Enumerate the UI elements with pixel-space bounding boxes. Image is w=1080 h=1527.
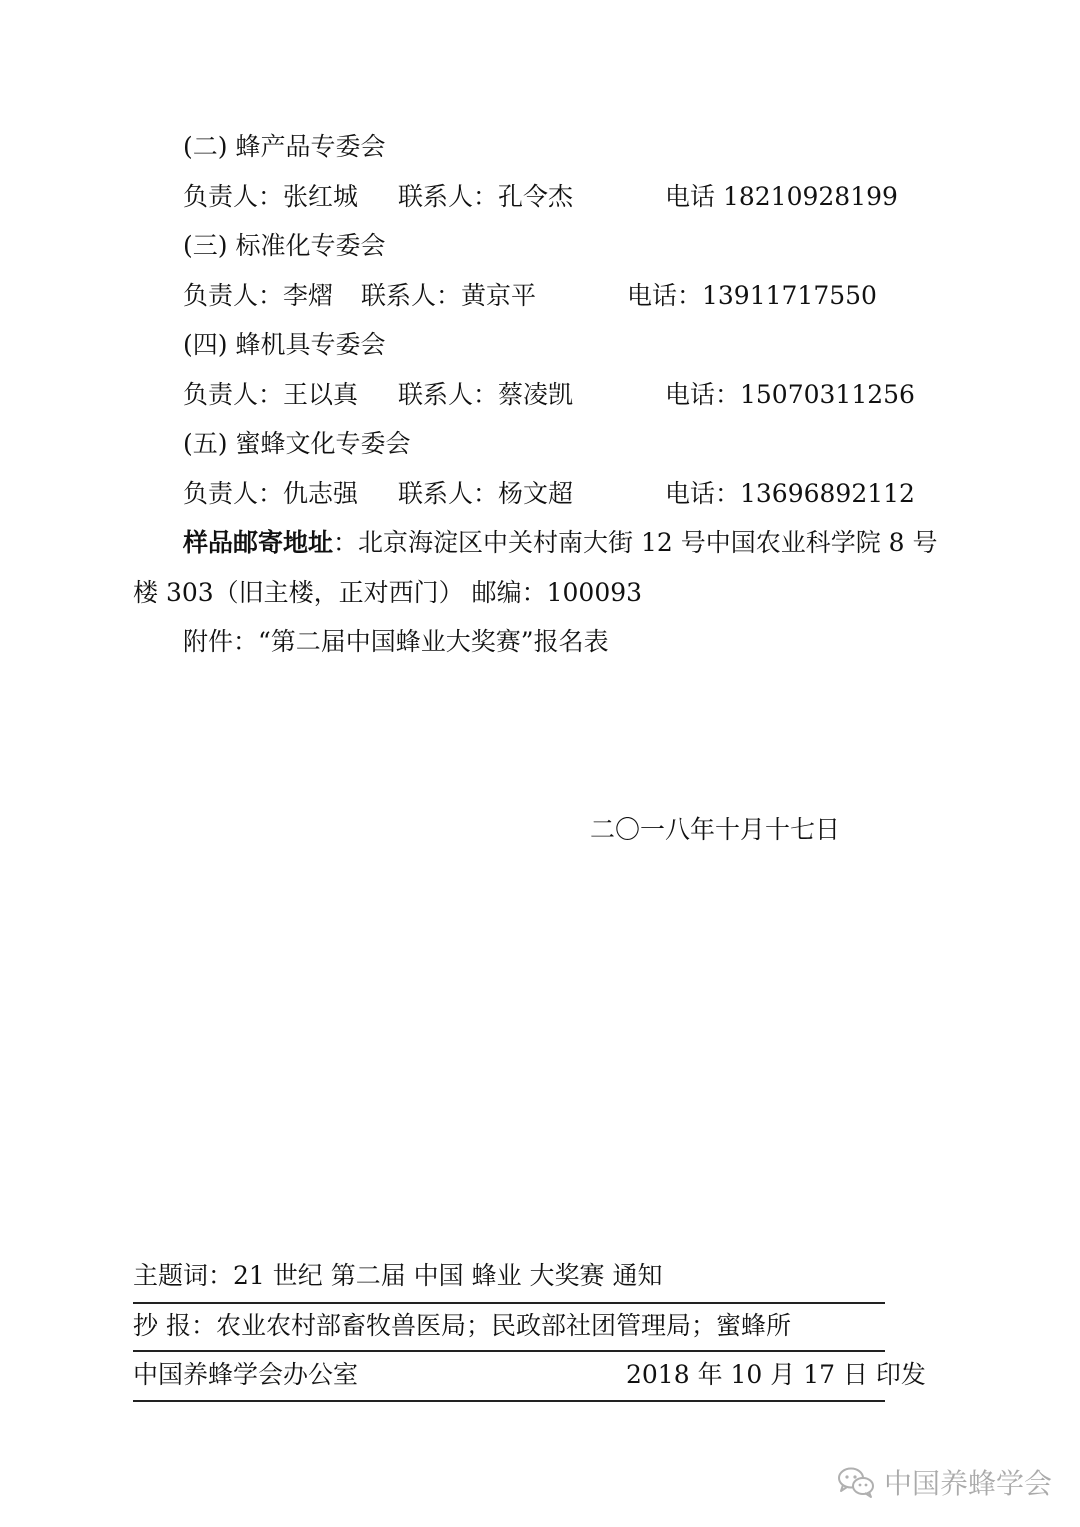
- attachment-line: 附件：“第二届中国蜂业大奖赛”报名表: [183, 627, 609, 656]
- phone-label: 电话：15070311256: [665, 380, 915, 409]
- section-heading-4: (四) 蜂机具专委会: [183, 330, 386, 359]
- section-heading-3: (三) 标准化专委会: [183, 231, 386, 260]
- footer-divider-3: [133, 1400, 885, 1402]
- phone-label: 电话：13696892112: [665, 479, 915, 508]
- watermark: [836, 1462, 1052, 1502]
- address-label: 样品邮寄地址: [183, 528, 334, 557]
- address-text: ：北京海淀区中关村南大街 12 号中国农业科学院 8 号: [333, 528, 938, 557]
- cc-line: 抄 报：农业农村部畜牧兽医局；民政部社团管理局；蜜蜂所: [133, 1311, 791, 1340]
- lead-label: 负责人：李熠: [183, 281, 334, 310]
- wechat-icon: [836, 1465, 876, 1499]
- issuer: 中国养蜂学会办公室: [133, 1360, 359, 1389]
- lead-label: 负责人：王以真: [183, 380, 359, 409]
- keywords-line: 主题词：21 世纪 第二届 中国 蜂业 大奖赛 通知: [133, 1261, 663, 1290]
- address-line-2: 楼 303（旧主楼，正对西门） 邮编：100093: [133, 578, 643, 607]
- lead-label: 负责人：仇志强: [183, 479, 359, 508]
- issue-date: 2018 年 10 月 17 日 印发: [626, 1360, 926, 1389]
- contact-label: 联系人：蔡凌凯: [398, 380, 574, 409]
- section-heading-5: (五) 蜜蜂文化专委会: [183, 429, 411, 458]
- footer-divider-1: [133, 1302, 885, 1304]
- footer-divider-2: [133, 1350, 885, 1352]
- contact-label: 联系人：黄京平: [361, 281, 537, 310]
- address-line-1: [183, 527, 938, 559]
- phone-label: 电话 18210928199: [665, 182, 898, 211]
- phone-label: 电话：13911717550: [627, 281, 877, 310]
- lead-label: 负责人：张红城: [183, 182, 359, 211]
- contact-label: 联系人：孔令杰: [398, 182, 574, 211]
- watermark-text: 中国养蜂学会: [884, 1467, 1053, 1500]
- document-date: 二〇一八年十月十七日: [590, 815, 841, 844]
- contact-label: 联系人：杨文超: [398, 479, 574, 508]
- section-heading-2: (二) 蜂产品专委会: [183, 132, 386, 161]
